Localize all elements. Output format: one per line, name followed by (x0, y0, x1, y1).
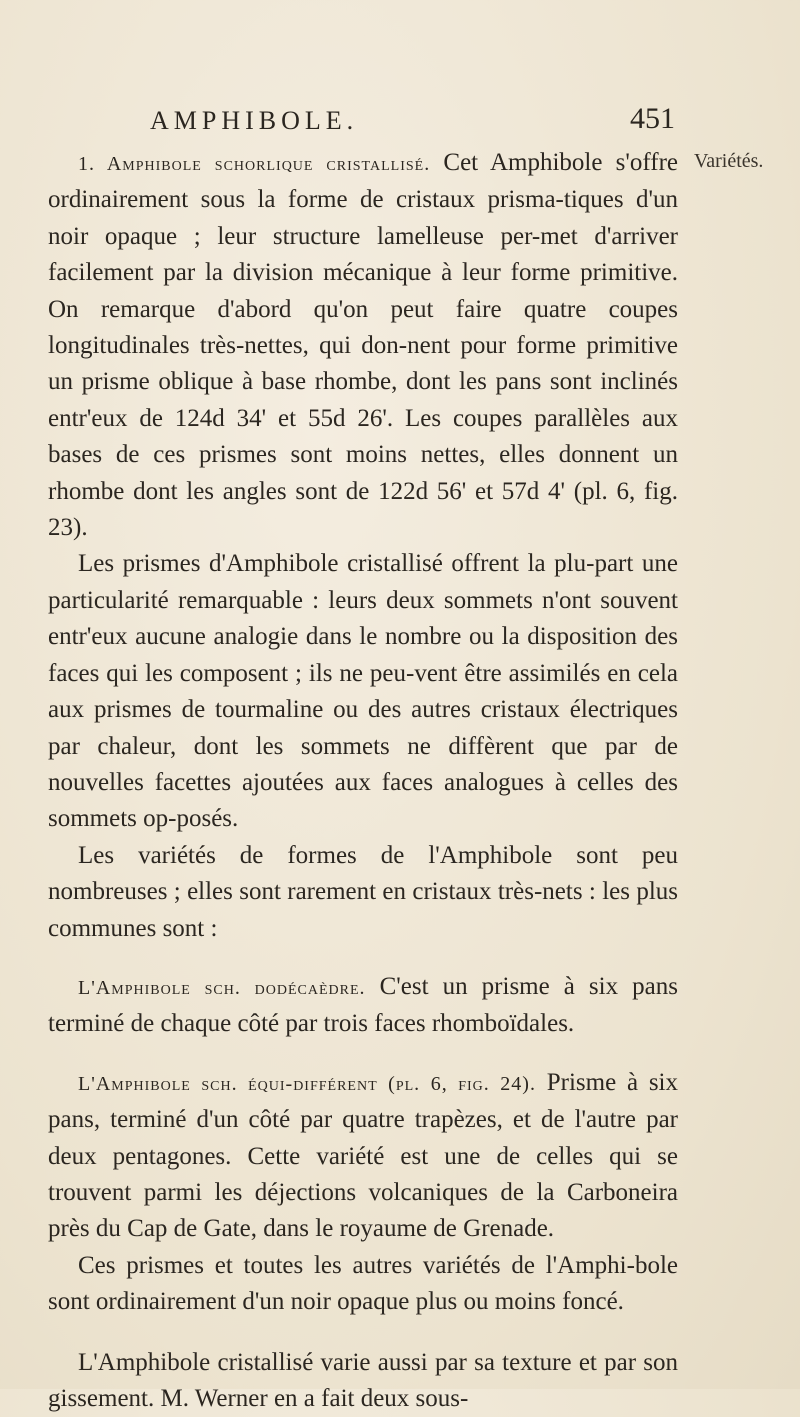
spacer (48, 1321, 678, 1345)
paragraph-1-lead: 1. Amphibole schorlique cristallisé. (78, 153, 431, 175)
paragraph-7-text: L'Amphibole cristallisé varie aussi par sa texture et par son gissement. M. Werner en a fait deux sous- (48, 1348, 678, 1412)
paragraph-2 (48, 546, 678, 837)
paragraph-5-text: Prisme à six pans, terminé d'un côté par quatre trapèzes, et de l'autre par deux pentagones. Cette variété est une de celles qui se trouvent parmi les déjections volcaniques de la Carboneira près du Cap de Gate, dans le royaume de Grenade. (48, 1068, 678, 1243)
paragraph-3-text: Les variétés de formes de l'Amphibole sont peu nombreuses ; elles sont rarement en cristaux très-nets : les plus communes sont : (48, 841, 678, 942)
paragraph-2-text: Les prismes d'Amphibole cristallisé offrent la plu-part une particularité remarquable : leurs deux sommets n'ont souvent entr'eux aucune analogie dans le nombre ou la disposition des faces qui les composent ; ils ne peu-vent être assimilés en cela aux prismes de tourmaline ou des autres cristaux électriques par chaleur, dont les sommets ne diffèrent que par de nouvelles facettes ajoutées aux faces analogues à celles des sommets op-posés. (48, 550, 678, 833)
paragraph-5 (48, 1065, 678, 1248)
paragraph-6 (48, 1248, 678, 1321)
paragraph-3 (48, 838, 678, 947)
body-text (48, 145, 678, 1417)
spacer (48, 1043, 678, 1065)
page-number: 451 (630, 102, 675, 135)
paragraph-6-text: Ces prismes et toutes les autres variétés de l'Amphi-bole sont ordinairement d'un noir opaque plus ou moins foncé. (48, 1251, 678, 1316)
running-head: AMPHIBOLE. (150, 106, 359, 135)
margin-note: Variétés. (694, 150, 764, 172)
spacer (48, 947, 678, 969)
paragraph-5-lead: L'Amphibole sch. équi-différent (pl. 6, fig. 24). (78, 1072, 536, 1095)
paragraph-4 (48, 969, 678, 1043)
paragraph-4-text: C'est un prisme à six pans terminé de chaque côté par trois faces rhomboïdales. (48, 972, 678, 1038)
page-header (150, 102, 675, 142)
paragraph-7 (48, 1345, 678, 1417)
paragraph-1 (48, 145, 678, 546)
paragraph-4-lead: L'Amphibole sch. dodécaèdre. (78, 976, 366, 999)
paragraph-1-text: Cet Amphibole s'offre ordinairement sous la forme de cristaux prisma-tiques d'un noir opaque ; leur structure lamelleuse per-met d'arriver facilement par la division mécanique à leur forme primitive. On remarque d'abord qu'on peut faire quatre coupes longitudinales très-nettes, qui don-nent pour forme primitive un prisme oblique à base rhombe, dont les pans sont inclinés entr'eux de 124d 34' et 55d 26'. Les coupes parallèles aux bases de ces prismes sont moins nettes, elles donnent un rhombe dont les angles sont de 122d 56' et 57d 4' (pl. 6, fig. 23). (48, 149, 678, 542)
